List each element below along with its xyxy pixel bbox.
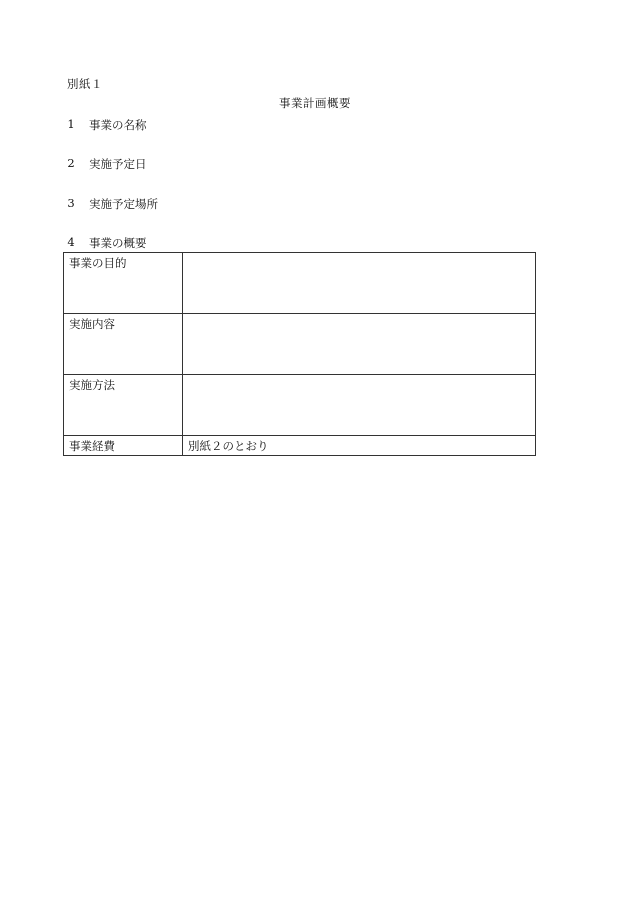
row-label: 実施内容 xyxy=(64,314,183,375)
section-number: 1 xyxy=(67,117,75,131)
row-label: 実施方法 xyxy=(64,375,183,436)
section-number: 3 xyxy=(67,196,75,210)
section-number: 4 xyxy=(67,235,75,249)
row-value xyxy=(183,314,536,375)
overview-table xyxy=(63,252,536,456)
row-label: 事業の目的 xyxy=(64,253,183,314)
table-row xyxy=(64,253,536,314)
section-heading xyxy=(67,156,147,172)
section-label: 事業の概要 xyxy=(89,236,147,250)
attachment-label: 別紙１ xyxy=(67,77,103,91)
row-value xyxy=(183,253,536,314)
table-row xyxy=(64,314,536,375)
section-heading xyxy=(67,235,147,251)
table-row xyxy=(64,375,536,436)
section-heading xyxy=(67,117,147,133)
row-label: 事業経費 xyxy=(64,436,183,456)
section-label: 実施予定場所 xyxy=(89,197,158,211)
section-label: 実施予定日 xyxy=(89,157,147,171)
section-heading xyxy=(67,196,158,212)
table-row xyxy=(64,436,536,456)
section-label: 事業の名称 xyxy=(89,118,147,132)
row-value xyxy=(183,375,536,436)
row-value: 別紙２のとおり xyxy=(183,436,536,456)
section-number: 2 xyxy=(67,156,75,170)
document-title: 事業計画概要 xyxy=(279,96,351,110)
